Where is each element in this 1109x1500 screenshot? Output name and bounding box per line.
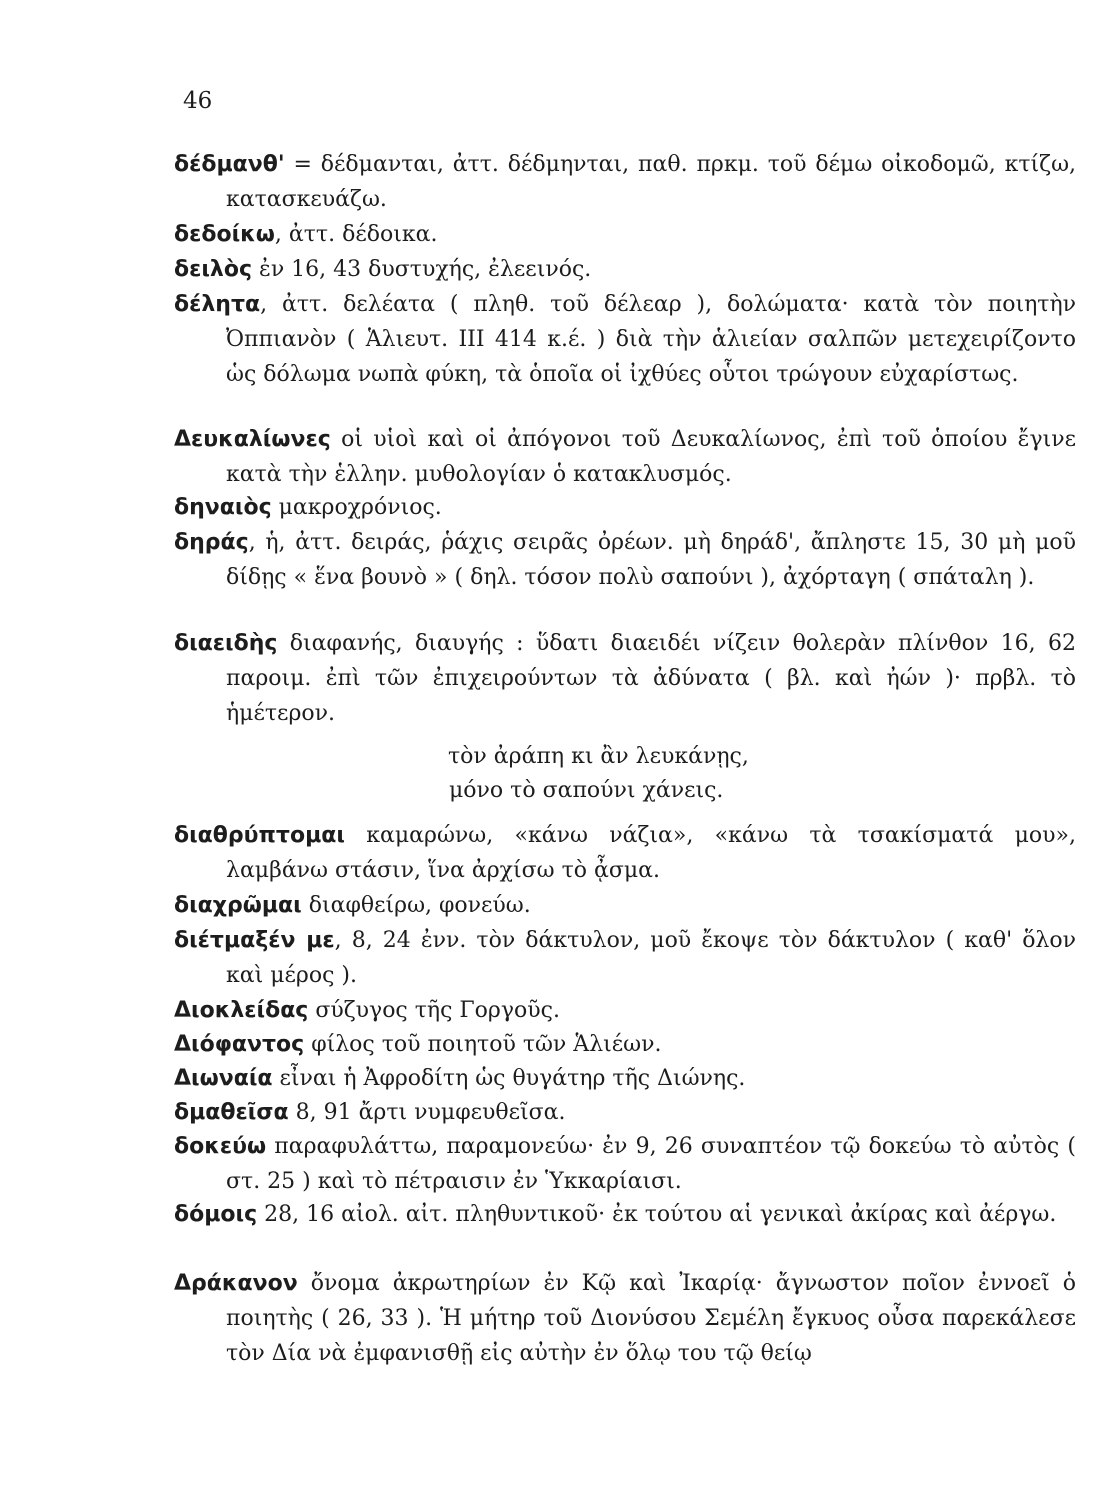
entry-lemma: Δράκανον — [174, 1271, 298, 1296]
dictionary-entry — [174, 217, 1076, 252]
dictionary-entry — [174, 993, 1076, 1028]
entry-definition: οἱ υἱοὶ καὶ οἱ ἀπόγονοι τοῦ Δευκαλίωνος, ἐπὶ τοῦ ὁποίου ἔγινε κατὰ τὴν ἑλλην. μυθολογίαν ὁ κατακλυσμός. — [226, 427, 1076, 487]
dictionary-entry — [174, 147, 1076, 217]
entry-lemma: Διόφαντος — [174, 1032, 305, 1057]
entry-definition: ἐν 16, 43 δυστυχής, ἐλεεινός. — [252, 257, 592, 282]
dictionary-entry — [174, 1027, 1076, 1062]
entry-lemma: διαθρύπτομαι — [174, 823, 345, 848]
entry-definition: , ἀττ. δελέατα ( πληθ. τοῦ δέλεαρ ), δολώματα· κατὰ τὸν ποιητὴν Ὀππιανὸν ( Ἁλιευτ. ΙΙΙ 414 κ.έ. ) διὰ τὴν ἁλιείαν σαλπῶν μετεχειρίζοντο ὡς δόλωμα νωπὰ φύκη, τὰ ὁποῖα οἱ ἰχθύες οὗτοι τρώγουν εὐχαρίστως. — [226, 292, 1076, 387]
dictionary-entry — [174, 818, 1076, 888]
entry-lemma: δμαθεῖσα — [174, 1100, 289, 1125]
page-number: 46 — [183, 88, 213, 114]
entry-lemma: δηναιὸς — [174, 495, 272, 520]
entry-definition: 28, 16 αἰολ. αἰτ. πληθυντικοῦ· ἐκ τούτου αἱ γενικαὶ ἀκίρας καὶ ἀέργω. — [257, 1202, 1057, 1227]
entry-lemma: δηράς — [174, 530, 249, 555]
dictionary-entry — [174, 1095, 1076, 1130]
entry-definition: , ἀττ. δέδοικα. — [274, 222, 438, 247]
verse-line: τὸν ἀράπη κι ἂν λευκάνῃς, — [448, 744, 749, 769]
quoted-verse — [448, 740, 749, 808]
entry-lemma: δοκεύω — [174, 1134, 267, 1159]
dictionary-entry — [174, 422, 1076, 492]
entry-lemma: δέλητα — [174, 292, 261, 317]
entry-lemma: δειλὸς — [174, 257, 253, 282]
dictionary-entry — [174, 888, 1076, 923]
entry-lemma: Δευκαλίωνες — [174, 427, 331, 452]
dictionary-entry — [174, 1129, 1076, 1199]
entry-lemma: διέτμαξέν με — [174, 928, 335, 953]
dictionary-entry — [174, 626, 1076, 731]
dictionary-entry — [174, 525, 1076, 595]
entry-definition: εἶναι ἡ Ἀφροδίτη ὡς θυγάτηρ τῆς Διώνης. — [272, 1066, 746, 1091]
entry-lemma: Διωναία — [174, 1066, 273, 1091]
entry-definition: , ἡ, ἀττ. δειράς, ῥάχις σειρᾶς ὀρέων. μὴ δηράδ', ἄπληστε 15, 30 μὴ μοῦ δίδῃς « ἕνα βουνὸ » ( δηλ. τόσον πολὺ σαπούνι ), ἀχόρταγη ( σπάταλη ). — [226, 530, 1076, 590]
verse-line: μόνο τὸ σαπούνι χάνεις. — [449, 778, 724, 803]
dictionary-entry — [174, 1061, 1076, 1096]
entry-definition: σύζυγος τῆς Γοργοῦς. — [308, 998, 560, 1023]
entry-definition: ὄνομα ἀκρωτηρίων ἐν Κῷ καὶ Ἰκαρίᾳ· ἄγνωστον ποῖον ἐννοεῖ ὁ ποιητὴς ( 26, 33 ). Ἡ μήτηρ τοῦ Διονύσου Σεμέλη ἔγκυος οὖσα παρεκάλεσε τὸν Δία νὰ ἐμφανισθῇ εἰς αὐτὴν ἐν ὅλῳ του τῷ θείῳ — [226, 1271, 1076, 1366]
entry-definition: καμαρώνω, «κάνω νάζια», «κάνω τὰ τσακίσματά μου», λαμβάνω στάσιν, ἵνα ἀρχίσω τὸ ᾆσμα. — [226, 823, 1076, 883]
dictionary-entry — [174, 252, 1076, 287]
entry-definition: , 8, 24 ἐνν. τὸν δάκτυλον, μοῦ ἔκοψε τὸν δάκτυλον ( καθ' ὅλον καὶ μέρος ). — [226, 928, 1076, 988]
entry-lemma: διαειδὴς — [174, 631, 278, 656]
entry-definition: = δέδμανται, ἀττ. δέδμηνται, παθ. πρκμ. τοῦ δέμω οἰκοδομῶ, κτίζω, κατασκευάζω. — [226, 152, 1076, 212]
dictionary-entry — [174, 923, 1076, 993]
entry-lemma: Διοκλείδας — [174, 998, 309, 1023]
dictionary-entry — [174, 490, 1076, 525]
entry-definition: 8, 91 ἄρτι νυμφευθεῖσα. — [288, 1100, 566, 1125]
entry-definition: φίλος τοῦ ποιητοῦ τῶν Ἁλιέων. — [304, 1032, 662, 1057]
dictionary-entry — [174, 287, 1076, 392]
entry-lemma: δέδμανθ' — [174, 152, 285, 177]
entry-lemma: δόμοις — [174, 1202, 258, 1227]
entry-definition: διαφανής, διαυγής : ὕδατι διαειδέι νίζειν θολερὰν πλίνθον 16, 62 παροιμ. ἐπὶ τῶν ἐπιχειρούντων τὰ ἀδύνατα ( βλ. καὶ ἠών )· πρβλ. τὸ ἡμέτερον. — [226, 631, 1076, 726]
entry-definition: διαφθείρω, φονεύω. — [301, 893, 531, 918]
entry-definition: μακροχρόνιος. — [271, 495, 442, 520]
entry-lemma: διαχρῶμαι — [174, 893, 302, 918]
dictionary-entry — [174, 1266, 1076, 1371]
dictionary-entry — [174, 1197, 1076, 1232]
entry-lemma: δεδοίκω — [174, 222, 275, 247]
entry-definition: παραφυλάττω, παραμονεύω· ἐν 9, 26 συναπτέον τῷ δοκεύω τὸ αὐτὸς ( στ. 25 ) καὶ τὸ πέτραισιν ἐν Ὑκκαρίαισι. — [226, 1134, 1076, 1194]
